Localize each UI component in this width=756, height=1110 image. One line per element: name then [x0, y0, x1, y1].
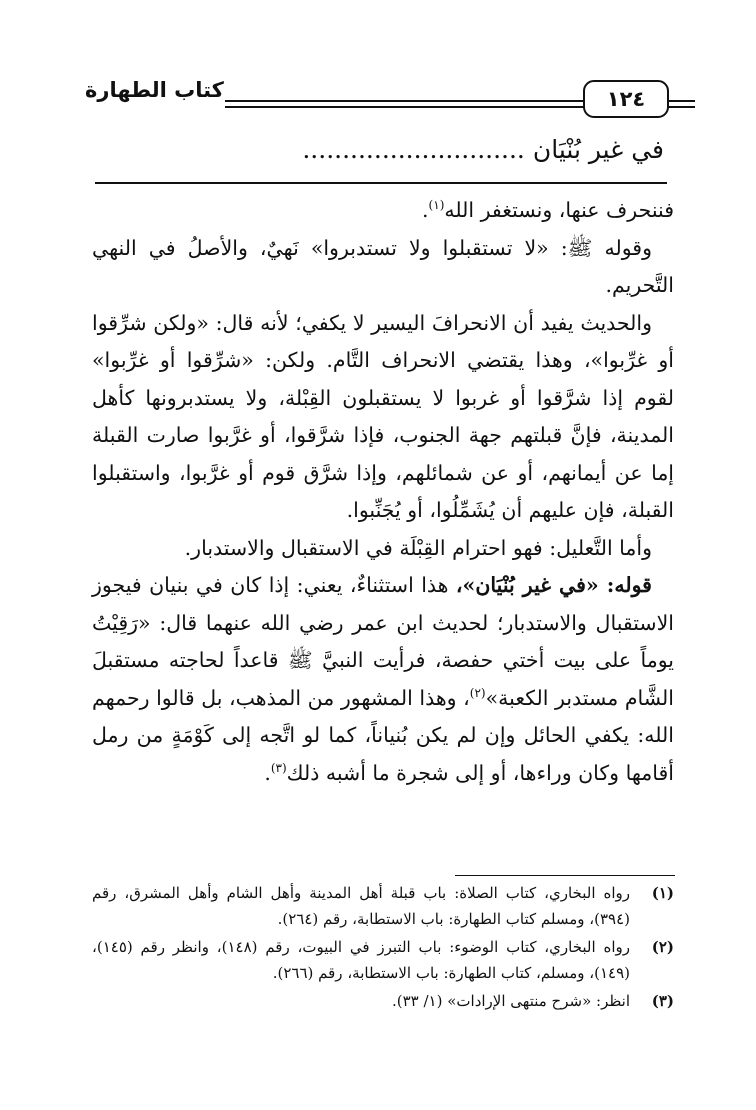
paragraph: وقوله ﷺ: «لا تستقبلوا ولا تستدبروا» نَهيٌ، والأصلُ في النهي التَّحريم. [92, 235, 674, 297]
footnote-item [92, 934, 674, 986]
footnote-text: انظر: «شرح منتهى الإرادات» (١/ ٣٣). [391, 992, 630, 1010]
paragraph: قوله: «في غير بُنْيَان»، هذا استثناءٌ، يعني: إذا كان في بنيان فيجوز الاستقبال والاستدبار؛ لحديث ابن عمر رضي الله عنهما قال: «رَقِيْتُ يوماً على بيت أختي حفصة، فرأيت النبيَّ ﷺ قاعداً لحاجته مستقبلَ الشَّام مستدبر الكعبة»$^{(٢)}$، وهذا المشهور من المذهب، بل قالوا رحمهم الله: يكفي الحائل وإن لم يكن بُنياناً، كما لو اتَّجه إلى كَوْمَةٍ من رمل أقامها وكان وراءها، أو إلى شجرة ما أشبه ذلك$^{(٣)}$. [92, 573, 675, 785]
footnote-separator [455, 875, 675, 876]
paragraph: والحديث يفيد أن الانحرافَ اليسير لا يكفي؛ لأنه قال: «ولكن شرِّقوا أو غرِّبوا»، وهذا يقتضي الانحراف التَّام. ولكن: «شرِّقوا أو غرِّبوا» لقوم إذا شرَّقوا أو غربوا لا يستقبلون القِبْلة، ولا يستدبرونها كأهل المدينة، فإنَّ قبلتهم جهة الجنوب، فإذا شرَّقوا، أو غرَّبوا صارت القبلة إما عن أيمانهم، أو عن شمائلهم، وإذا شرَّق قوم أو غرَّبوا، واستقبلوا القبلة، فإن عليهم أن يُشَمِّلُوا، أو يُجَنِّبوا. [92, 310, 674, 522]
quoted-lemma: قوله: «في غير بُنْيَان»، [455, 573, 652, 597]
footnote-item [92, 988, 674, 1014]
main-text [92, 192, 674, 792]
footnote-ref: (٢) [469, 685, 486, 700]
footnote-number: (٢) [651, 938, 674, 956]
heading-leader-dots: ............................ [302, 135, 525, 164]
footnote-text: رواه البخاري، كتاب الوضوء: باب التبرز في البيوت، رقم (١٤٨)، وانظر رقم (١٤٥)، (١٤٩)، ومسلم، كتاب الطهارة: باب الاستطابة، رقم (٢٦٦). [92, 938, 630, 982]
header-rule-tail [667, 100, 695, 102]
section-heading [84, 135, 664, 164]
footnote-ref: (١) [428, 198, 445, 213]
header-rule-tail [667, 106, 695, 108]
footnotes [92, 880, 674, 1016]
paragraph: فننحرف عنها، ونستغفر الله$^{(١)}$. [422, 198, 674, 222]
section-heading-text: في غير بُنْيَان [532, 135, 664, 164]
paragraph: وأما التَّعليل: فهو احترام القِبْلَة في الاستقبال والاستدبار. [184, 535, 652, 560]
footnote-number: (١) [651, 884, 674, 902]
footnote-ref: (٣) [270, 760, 287, 775]
book-title: كتاب الطهارة [85, 78, 224, 102]
page-number: ١٢٤ [583, 80, 669, 118]
footnote-number: (٣) [651, 992, 674, 1010]
footnote-text: رواه البخاري، كتاب الصلاة: باب قبلة أهل المدينة وأهل الشام وأهل المشرق، رقم (٣٩٤)، ومسلم كتاب الطهارة: باب الاستطابة، رقم (٢٦٤). [92, 884, 630, 928]
footnote-item [92, 880, 674, 932]
running-header [85, 72, 685, 122]
section-divider [95, 182, 667, 184]
